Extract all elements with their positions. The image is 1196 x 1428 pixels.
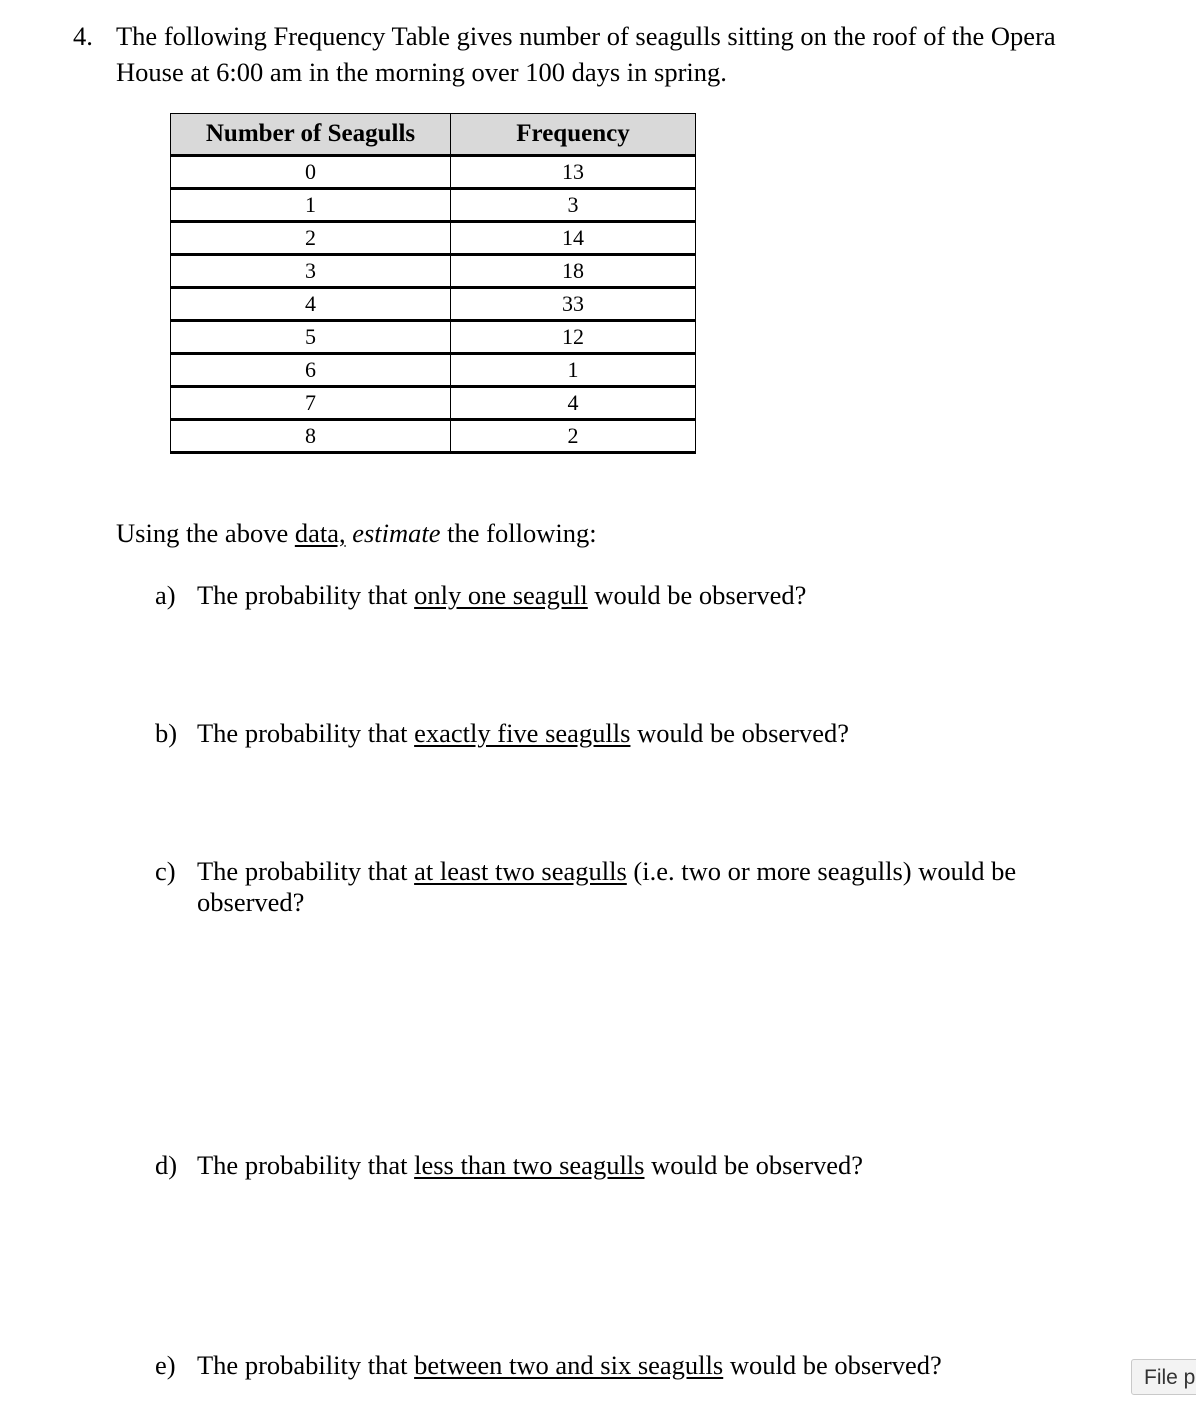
part-d-text-start: The probability that [197,1150,415,1180]
cell-seagulls: 4 [171,288,451,321]
cell-seagulls: 2 [171,222,451,255]
part-c-question [197,855,1016,887]
instructions-text-end: the following: [440,518,597,548]
column-header-seagulls: Number of Seagulls [171,114,451,156]
file-button[interactable]: File p [1131,1359,1196,1395]
part-b-underlined: exactly five seagulls [414,718,631,748]
part-a-question [197,579,806,611]
cell-seagulls: 8 [171,420,451,453]
part-e-text-end: would be observed? [723,1350,942,1380]
frequency-table [170,113,696,454]
part-e-question [197,1349,942,1381]
cell-frequency: 1 [451,354,696,387]
part-b-text-end: would be observed? [630,718,850,748]
part-d-text-end: would be observed? [644,1150,864,1180]
question-number: 4. [73,21,93,51]
part-a-text-start: The probability that [197,580,415,610]
part-d-label: d) [155,1150,178,1180]
cell-frequency: 3 [451,189,696,222]
cell-seagulls: 6 [171,354,451,387]
table-row [171,255,696,288]
part-b-text-start: The probability that [197,718,415,748]
part-c-text-end: (i.e. two or more seagulls) would be [626,856,1017,886]
part-d-underlined: less than two seagulls [414,1150,645,1180]
cell-seagulls: 5 [171,321,451,354]
instructions-text-start: Using the above [116,518,295,548]
cell-frequency: 33 [451,288,696,321]
part-c-label: c) [155,856,176,886]
cell-frequency: 14 [451,222,696,255]
table-header-row [171,114,696,156]
part-a-label: a) [155,580,176,610]
cell-seagulls: 1 [171,189,451,222]
part-e-underlined: between two and six seagulls [414,1350,724,1380]
part-e-text-start: The probability that [197,1350,415,1380]
table-row [171,420,696,453]
part-a-text-end: would be observed? [587,580,807,610]
part-e-label: e) [155,1350,176,1380]
table-row [171,222,696,255]
cell-frequency: 2 [451,420,696,453]
table-row [171,387,696,420]
part-d-question [197,1149,863,1181]
column-header-frequency: Frequency [451,114,696,156]
instructions-underlined-data: data, [294,518,346,548]
cell-frequency: 13 [451,156,696,189]
part-a-underlined: only one seagull [414,580,588,610]
cell-frequency: 4 [451,387,696,420]
part-c-question-line-2: observed? [197,887,305,917]
table-row [171,156,696,189]
table-row [171,189,696,222]
instructions [116,517,597,549]
cell-frequency: 12 [451,321,696,354]
cell-seagulls: 3 [171,255,451,288]
cell-seagulls: 0 [171,156,451,189]
table-row [171,288,696,321]
part-b-label: b) [155,718,178,748]
part-c-text-start: The probability that [197,856,415,886]
question-text-line-2: House at 6:00 am in the morning over 100 days in spring. [116,57,727,87]
cell-frequency: 18 [451,255,696,288]
table-row [171,354,696,387]
cell-seagulls: 7 [171,387,451,420]
question-text-line-1: The following Frequency Table gives number of seagulls sitting on the roof of the Opera [116,21,1056,51]
instructions-italic-estimate: estimate [352,518,441,548]
part-b-question [197,717,849,749]
part-c-underlined: at least two seagulls [414,856,627,886]
table-row [171,321,696,354]
